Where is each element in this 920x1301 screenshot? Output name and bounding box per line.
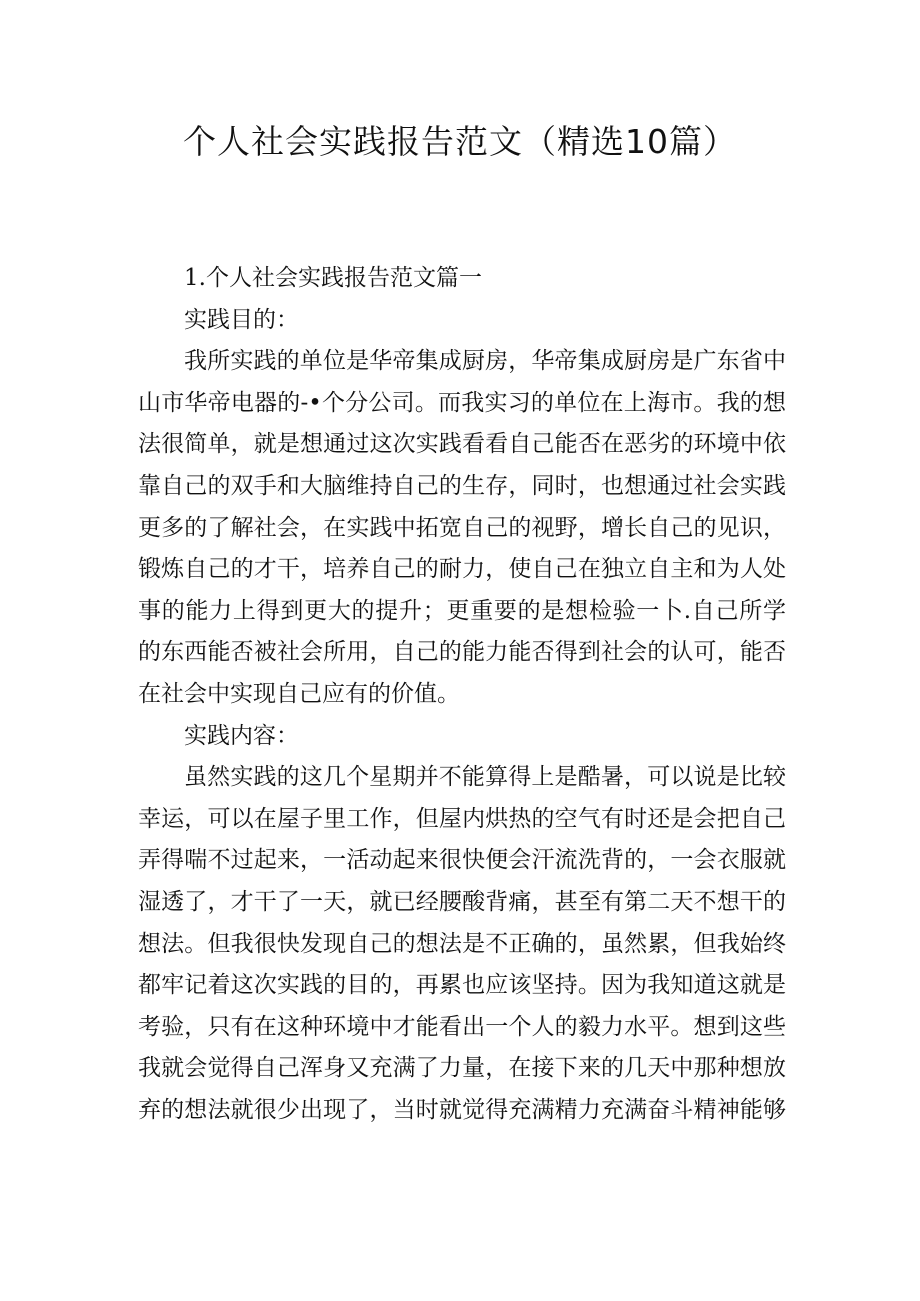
paragraph-line: 山市华帝电器的-•个分公司。而我实习的单位在上海市。我的想	[138, 389, 786, 416]
purpose-heading: 实践目的：	[184, 306, 299, 333]
paragraph-line: 虽然实践的这几个星期并不能算得上是酷暑，可以说是比较	[184, 764, 786, 791]
content-heading: 实践内容：	[184, 722, 299, 749]
document-title: 个人社会实践报告范文（精选10篇）	[183, 122, 737, 161]
paragraph-line: 靠自己的双手和大脑维持自己的生存，同时，也想通过社会实践	[138, 472, 786, 499]
paragraph-line: 我所实践的单位是华帝集成厨房，华帝集成厨房是广东省中	[184, 348, 786, 375]
paragraph-line: 想法。但我很快发现自己的想法是不正确的，虽然累，但我始终	[138, 930, 786, 957]
document-body	[138, 258, 786, 1131]
paragraph-line: 的东西能否被社会所用，自己的能力能否得到社会的认可，能否	[138, 639, 786, 666]
paragraph-line: 湿透了，才干了一天，就已经腰酸背痛，甚至有第二天不想干的	[138, 888, 786, 915]
paragraph-line: 更多的了解社会，在实践中拓宽自己的视野，增长自己的见识，	[138, 514, 786, 541]
paragraph-line: 弄得喘不过起来，一活动起来很快便会汗流洗背的，一会衣服就	[138, 847, 786, 874]
section-heading: 1.个人社会实践报告范文篇一	[184, 265, 482, 291]
paragraph-line: 法很简单，就是想通过这次实践看看自己能否在恶劣的环境中依	[138, 431, 786, 458]
content-paragraph	[138, 757, 786, 1131]
paragraph-line: 都牢记着这次实践的目的，再累也应该坚持。因为我知道这就是	[138, 972, 786, 999]
paragraph-line: 锻炼自己的才干，培养自己的耐力，使自己在独立自主和为人处	[138, 556, 786, 583]
purpose-paragraph	[138, 341, 786, 715]
paragraph-line: 考验，只有在这种环境中才能看出一个人的毅力水平。想到这些	[138, 1013, 786, 1040]
paragraph-line: 我就会觉得自己浑身又充满了力量，在接下来的几天中那种想放	[138, 1055, 786, 1082]
paragraph-line: 事的能力上得到更大的提升；更重要的是想检验一卜.自己所学	[138, 597, 786, 624]
paragraph-line: 幸运，可以在屋子里工作，但屋内烘热的空气有时还是会把自己	[138, 805, 786, 832]
paragraph-line: 弃的想法就很少出现了，当时就觉得充满精力充满奋斗精神能够	[138, 1096, 786, 1123]
paragraph-line: 在社会中实现自己应有的价值。	[138, 680, 460, 707]
